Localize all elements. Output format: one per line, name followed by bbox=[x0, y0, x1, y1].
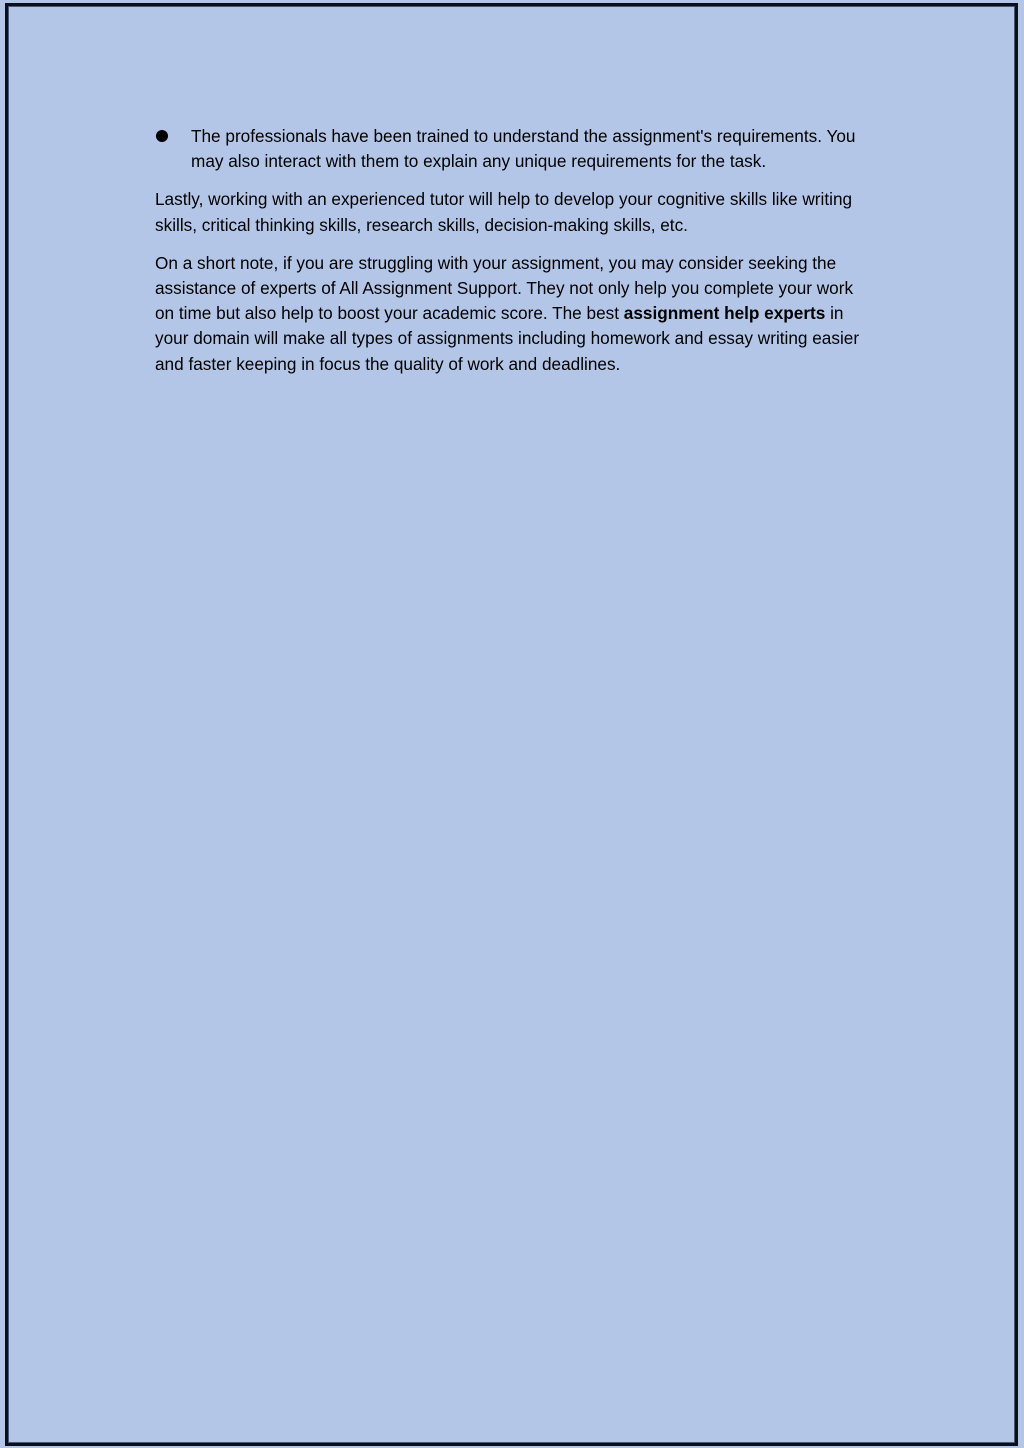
paragraph-text-after: in your domain will make all types of assignments including homework and essay writing easier and faster keeping in focus the quality of work and deadlines. bbox=[155, 303, 860, 374]
document-body bbox=[155, 124, 867, 390]
paragraph-text-before: On a short note, if you are struggling with your assignment, you may consider seeking the assistance of experts of All Assignment Support. They not only help you complete your work on time but also help to boost your academic score. The best bbox=[155, 252, 854, 324]
paragraph-short-note bbox=[155, 251, 867, 377]
bullet-text: The professionals have been trained to understand the assignment's requirements. You may also interact with them to explain any unique requirements for the task. bbox=[191, 126, 856, 172]
paragraph-cognitive-skills: Lastly, working with an experienced tutor will help to develop your cognitive skills like writing skills, critical thinking skills, research skills, decision-making skills, etc. bbox=[155, 189, 853, 235]
bullet-item bbox=[155, 124, 867, 174]
bullet-dot-icon bbox=[156, 130, 168, 142]
bullet-list bbox=[155, 124, 867, 174]
bold-keyword: assignment help experts bbox=[623, 303, 826, 324]
